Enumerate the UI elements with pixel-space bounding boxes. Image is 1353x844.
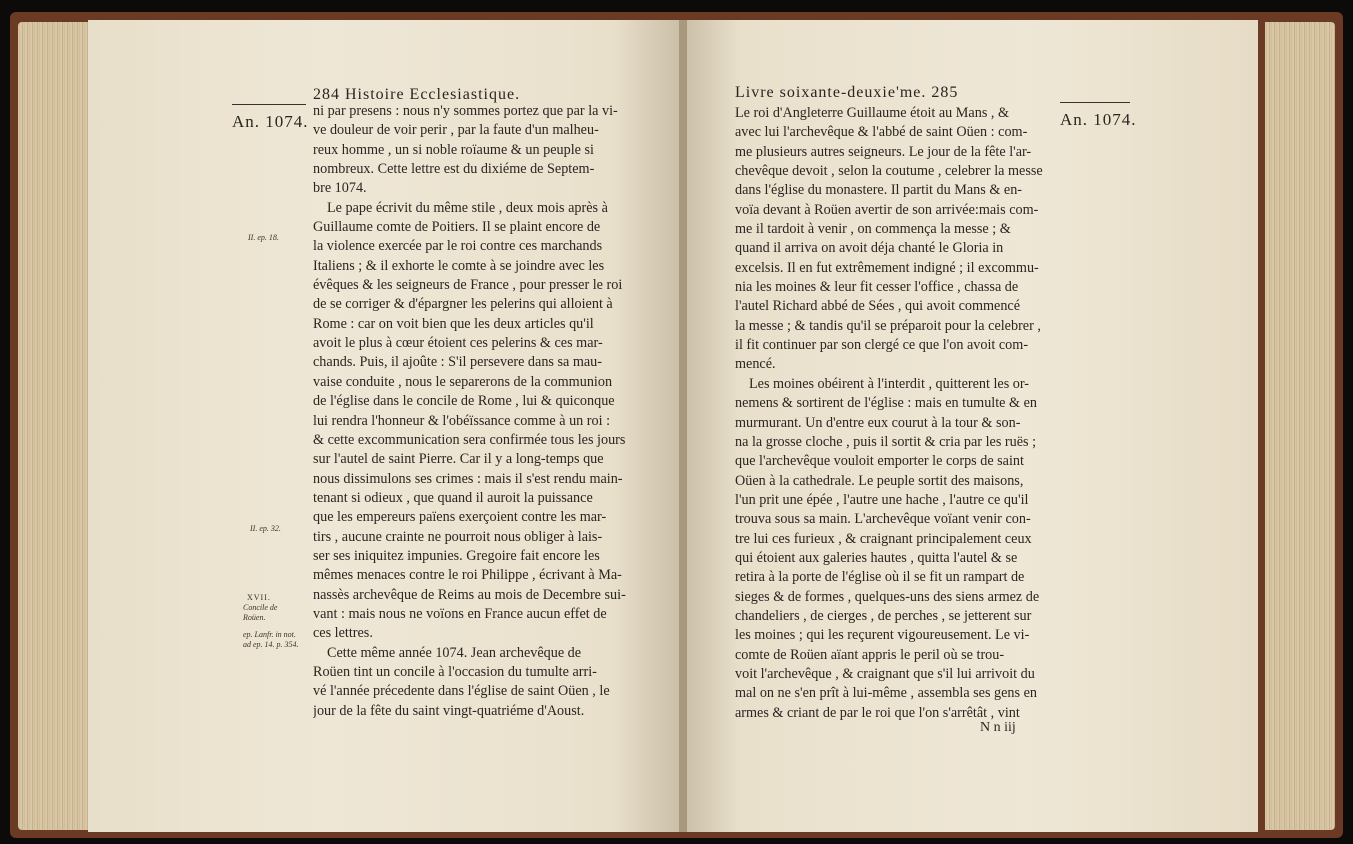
text-line: jour de la fête du saint vingt-quatriéme d'Aoust.	[313, 702, 585, 719]
text-line: Italiens ; & il exhorte le comte à se joindre avec les	[313, 257, 605, 274]
margin-note: II. ep. 18.	[248, 233, 279, 242]
body-text-right	[735, 104, 1055, 723]
margin-note: Roüen.	[243, 613, 266, 622]
text-line: Le pape écrivit du même stile , deux mois après à	[327, 199, 608, 216]
book-gutter	[679, 20, 687, 832]
text-line: mêmes menaces contre le roi Philippe , écrivant à Ma-	[313, 567, 622, 584]
signature-mark: N n iij	[980, 720, 1016, 735]
text-line: bre 1074.	[313, 180, 367, 197]
text-line: lui rendra l'honneur & l'obéïssance comme à un roi :	[313, 412, 611, 429]
text-line: tirs , aucune crainte ne pourroit nous obliger à lais-	[313, 528, 603, 545]
text-line: retira à la porte de l'église où il se fit un rampart de	[735, 569, 1025, 586]
margin-note: ep. Lanfr. in not.	[243, 630, 296, 639]
text-line: me il tardoit à venir , on commença la messe ; &	[735, 221, 1011, 238]
text-line: nombreux. Cette lettre est du dixiéme de Septem-	[313, 161, 595, 178]
text-line: voit l'archevêque , & craignant que s'il lui arrivoit du	[735, 665, 1035, 682]
text-line: avoit le plus à cœur étoient ces pelerins & ces mar-	[313, 335, 603, 352]
text-line: tre lui ces furieux , & craignant principalement ceux	[735, 530, 1032, 547]
text-line: vaise conduite , nous le separerons de la communion	[313, 373, 613, 390]
text-line: comte de Roüen aïant appris le peril où se trou-	[735, 646, 1005, 663]
text-line: voïa devant à Roüen avertir de son arrivée:mais com-	[735, 201, 1039, 218]
text-line: la messe ; & tandis qu'il se préparoit pour la celebrer ,	[735, 317, 1041, 334]
text-line: murmurant. Un d'entre eux courut à la tour & son-	[735, 414, 1021, 431]
text-line: les moines ; qui les reçurent vigoureusement. Le vi-	[735, 627, 1030, 644]
margin-note: II. ep. 32.	[250, 524, 281, 533]
text-line: dans l'église du monastere. Il partit du Mans & en-	[735, 182, 1023, 199]
running-head-right: Livre soixante-deuxie'me. 285	[735, 84, 959, 101]
margin-note: XVII.	[247, 593, 271, 602]
text-line: qui étoient aux galeries hautes , quitta l'autel & se	[735, 549, 1018, 566]
body-text-left	[313, 102, 659, 721]
text-line: l'autel Richard abbé de Sées , qui avoit commencé	[735, 298, 1021, 315]
year-rule-left	[232, 104, 306, 105]
text-line: Cette même année 1074. Jean archevêque de	[327, 644, 582, 661]
text-line: Rome : car on voit bien que les deux articles qu'il	[313, 315, 594, 332]
text-line: de se corriger & d'épargner les pelerins qui alloient à	[313, 296, 613, 313]
text-line: il fit continuer par son clergé ce que l'on avoit com-	[735, 337, 1029, 354]
margin-note: ad ep. 14. p. 354.	[243, 640, 299, 649]
text-line: nemens & sortirent de l'église : mais en tumulte & en	[735, 395, 1038, 412]
text-line: me plusieurs autres seigneurs. Le jour de la fête l'ar-	[735, 143, 1032, 160]
text-line: que l'archevêque vouloit emporter le corps de saint	[735, 453, 1024, 470]
text-line: armes & criant de par le roi que l'on s'arrêtât , vint	[735, 704, 1020, 721]
text-line: ser ses iniquitez impunies. Gregoire fait encore les	[313, 547, 600, 564]
text-line: excelsis. Il en fut extrêmement indigné ; il excommu-	[735, 259, 1039, 276]
right-page-edges	[1265, 22, 1335, 830]
text-line: & cette excommunication sera confirmée tous les jours	[313, 431, 626, 448]
text-line: nassès archevêque de Reims au mois de Decembre sui-	[313, 586, 626, 603]
text-line: nous dissimulons ses crimes : mais il s'est rendu main-	[313, 470, 623, 487]
text-line: Oüen à la cathedrale. Le peuple sortit des maisons,	[735, 472, 1024, 489]
text-line: avec lui l'archevêque & l'abbé de saint Oüen : com-	[735, 124, 1028, 141]
text-line: Guillaume comte de Poitiers. Il se plaint encore de	[313, 219, 601, 236]
running-head-left: 284 Histoire Ecclesiastique.	[313, 86, 521, 103]
text-line: tenant si odieux , que quand il auroit la puissance	[313, 489, 593, 506]
text-line: évêques & les seigneurs de France , pour presser le roi	[313, 277, 623, 294]
text-line: nia les moines & leur fit cesser l'office , chassa de	[735, 279, 1019, 296]
year-rule-right	[1060, 102, 1130, 103]
text-line: ni par presens : nous n'y sommes portez que par la vi-	[313, 103, 618, 119]
text-line: que les empereurs païens exerçoient contre les mar-	[313, 509, 607, 526]
margin-year-left: An. 1074.	[232, 112, 309, 131]
text-line: de l'église dans le concile de Rome , lui & quiconque	[313, 393, 615, 410]
text-line: vé l'année précedente dans l'église de saint Oüen , le	[313, 683, 610, 700]
text-line: trouva sous sa main. L'archevêque voïant venir con-	[735, 511, 1031, 528]
text-line: mal on ne s'en prît à lui-même , assembla ses gens en	[735, 685, 1037, 702]
text-line: chevêque devoit , selon la coutume , celebrer la messe	[735, 163, 1043, 180]
text-line: ces lettres.	[313, 625, 373, 642]
text-line: na la grosse cloche , puis il sortit & cria par les ruës ;	[735, 433, 1037, 450]
text-line: l'un prit une épée , l'autre une hache , l'autre ce qu'il	[735, 491, 1029, 508]
text-line: Les moines obéirent à l'interdit , quitterent les or-	[749, 375, 1030, 392]
text-line: ve douleur de voir perir , par la faute d'un malheu-	[313, 122, 599, 139]
text-line: chandeliers , de cierges , de perches , se jetterent sur	[735, 607, 1032, 624]
text-line: mencé.	[735, 356, 776, 373]
left-page-edges	[18, 22, 88, 830]
text-line: quand il arriva on avoit déja chanté le Gloria in	[735, 240, 1004, 257]
margin-year-right: An. 1074.	[1060, 110, 1137, 129]
text-line: Le roi d'Angleterre Guillaume étoit au Mans , &	[735, 105, 1010, 121]
text-line: sieges & de formes , quelques-uns des siens armez de	[735, 588, 1040, 605]
text-line: Roüen tint un concile à l'occasion du tumulte arri-	[313, 663, 597, 680]
text-line: reux homme , un si noble roïaume & un peuple si	[313, 141, 594, 158]
text-line: la violence exercée par le roi contre ces marchands	[313, 238, 603, 255]
text-line: vant : mais nous ne voïons en France aucun effet de	[313, 605, 607, 622]
text-line: sur l'autel de saint Pierre. Car il y a long-temps que	[313, 451, 604, 468]
margin-note: Concile de	[243, 603, 278, 612]
text-line: chands. Puis, il ajoûte : S'il persevere dans sa mau-	[313, 354, 603, 371]
